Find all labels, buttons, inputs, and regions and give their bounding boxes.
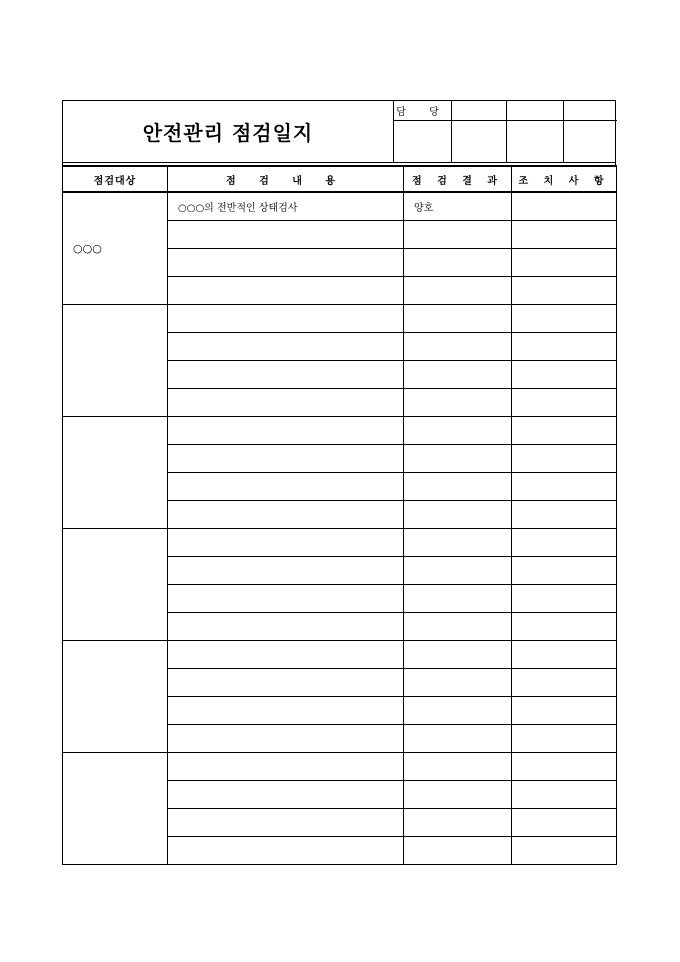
- result-cell[interactable]: [404, 529, 512, 557]
- content-cell[interactable]: [168, 249, 404, 277]
- content-cell[interactable]: [168, 809, 404, 837]
- result-cell[interactable]: [404, 417, 512, 445]
- inspection-target-cell[interactable]: [63, 753, 168, 865]
- result-cell[interactable]: [404, 809, 512, 837]
- result-cell[interactable]: [404, 445, 512, 473]
- action-cell[interactable]: [512, 641, 617, 669]
- inspection-target-cell[interactable]: [63, 641, 168, 753]
- content-cell[interactable]: [168, 361, 404, 389]
- content-cell[interactable]: [168, 445, 404, 473]
- content-cell[interactable]: [168, 305, 404, 333]
- result-cell[interactable]: [404, 557, 512, 585]
- approval-divider: [393, 120, 617, 121]
- result-cell[interactable]: [404, 837, 512, 865]
- result-cell[interactable]: [404, 249, 512, 277]
- content-cell[interactable]: [168, 641, 404, 669]
- result-cell[interactable]: 양호: [404, 192, 512, 221]
- approval-sign-cell-3[interactable]: [506, 100, 563, 163]
- action-cell[interactable]: [512, 473, 617, 501]
- content-cell[interactable]: [168, 473, 404, 501]
- result-cell[interactable]: [404, 697, 512, 725]
- col-header-content: 점 검 내 용: [168, 166, 404, 192]
- action-cell[interactable]: [512, 389, 617, 417]
- content-cell[interactable]: [168, 277, 404, 305]
- table-header-row: [63, 166, 617, 192]
- action-cell[interactable]: [512, 753, 617, 781]
- inspection-target-cell[interactable]: [63, 529, 168, 641]
- content-cell[interactable]: [168, 501, 404, 529]
- table-row: [63, 305, 617, 333]
- content-cell[interactable]: [168, 585, 404, 613]
- result-cell[interactable]: [404, 641, 512, 669]
- table-row: [63, 753, 617, 781]
- inspection-table: [62, 165, 617, 865]
- action-cell[interactable]: [512, 333, 617, 361]
- action-cell[interactable]: [512, 277, 617, 305]
- content-cell[interactable]: [168, 753, 404, 781]
- content-cell[interactable]: ○○○의 전반적인 상태검사: [168, 192, 404, 221]
- action-cell[interactable]: [512, 613, 617, 641]
- action-cell[interactable]: [512, 697, 617, 725]
- approval-box: [393, 100, 617, 163]
- result-cell[interactable]: [404, 669, 512, 697]
- form-header: [62, 100, 616, 163]
- content-cell[interactable]: [168, 389, 404, 417]
- col-header-target: 점검대상: [63, 166, 168, 192]
- action-cell[interactable]: [512, 221, 617, 249]
- result-cell[interactable]: [404, 781, 512, 809]
- inspection-log-form: [62, 100, 616, 865]
- content-cell[interactable]: [168, 221, 404, 249]
- result-cell[interactable]: [404, 277, 512, 305]
- action-cell[interactable]: [512, 557, 617, 585]
- result-cell[interactable]: [404, 389, 512, 417]
- result-cell[interactable]: [404, 333, 512, 361]
- col-header-result: 점 검 결 과: [404, 166, 512, 192]
- inspection-target-cell[interactable]: [63, 417, 168, 529]
- action-cell[interactable]: [512, 781, 617, 809]
- content-cell[interactable]: [168, 557, 404, 585]
- table-body: [63, 192, 617, 865]
- action-cell[interactable]: [512, 249, 617, 277]
- table-row: [63, 417, 617, 445]
- approval-label: 담 당: [393, 100, 451, 121]
- result-cell[interactable]: [404, 501, 512, 529]
- action-cell[interactable]: [512, 585, 617, 613]
- action-cell[interactable]: [512, 445, 617, 473]
- inspection-target-cell[interactable]: ○○○: [63, 192, 168, 305]
- result-cell[interactable]: [404, 725, 512, 753]
- action-cell[interactable]: [512, 529, 617, 557]
- action-cell[interactable]: [512, 417, 617, 445]
- table-row: [63, 192, 617, 221]
- action-cell[interactable]: [512, 192, 617, 221]
- content-cell[interactable]: [168, 725, 404, 753]
- action-cell[interactable]: [512, 809, 617, 837]
- approval-sign-cell-1[interactable]: [393, 120, 451, 163]
- result-cell[interactable]: [404, 305, 512, 333]
- action-cell[interactable]: [512, 837, 617, 865]
- approval-sign-cell-2[interactable]: [451, 100, 506, 163]
- result-cell[interactable]: [404, 585, 512, 613]
- action-cell[interactable]: [512, 725, 617, 753]
- page-title: 안전관리 점검일지: [142, 121, 314, 145]
- col-header-action: 조 치 사 항: [512, 166, 617, 192]
- action-cell[interactable]: [512, 361, 617, 389]
- content-cell[interactable]: [168, 333, 404, 361]
- result-cell[interactable]: [404, 473, 512, 501]
- content-cell[interactable]: [168, 781, 404, 809]
- inspection-target-cell[interactable]: [63, 305, 168, 417]
- content-cell[interactable]: [168, 529, 404, 557]
- content-cell[interactable]: [168, 417, 404, 445]
- content-cell[interactable]: [168, 697, 404, 725]
- result-cell[interactable]: [404, 753, 512, 781]
- result-cell[interactable]: [404, 613, 512, 641]
- table-row: [63, 641, 617, 669]
- approval-sign-cell-4[interactable]: [563, 100, 617, 163]
- content-cell[interactable]: [168, 669, 404, 697]
- result-cell[interactable]: [404, 361, 512, 389]
- action-cell[interactable]: [512, 669, 617, 697]
- content-cell[interactable]: [168, 837, 404, 865]
- action-cell[interactable]: [512, 501, 617, 529]
- result-cell[interactable]: [404, 221, 512, 249]
- action-cell[interactable]: [512, 305, 617, 333]
- content-cell[interactable]: [168, 613, 404, 641]
- table-row: [63, 529, 617, 557]
